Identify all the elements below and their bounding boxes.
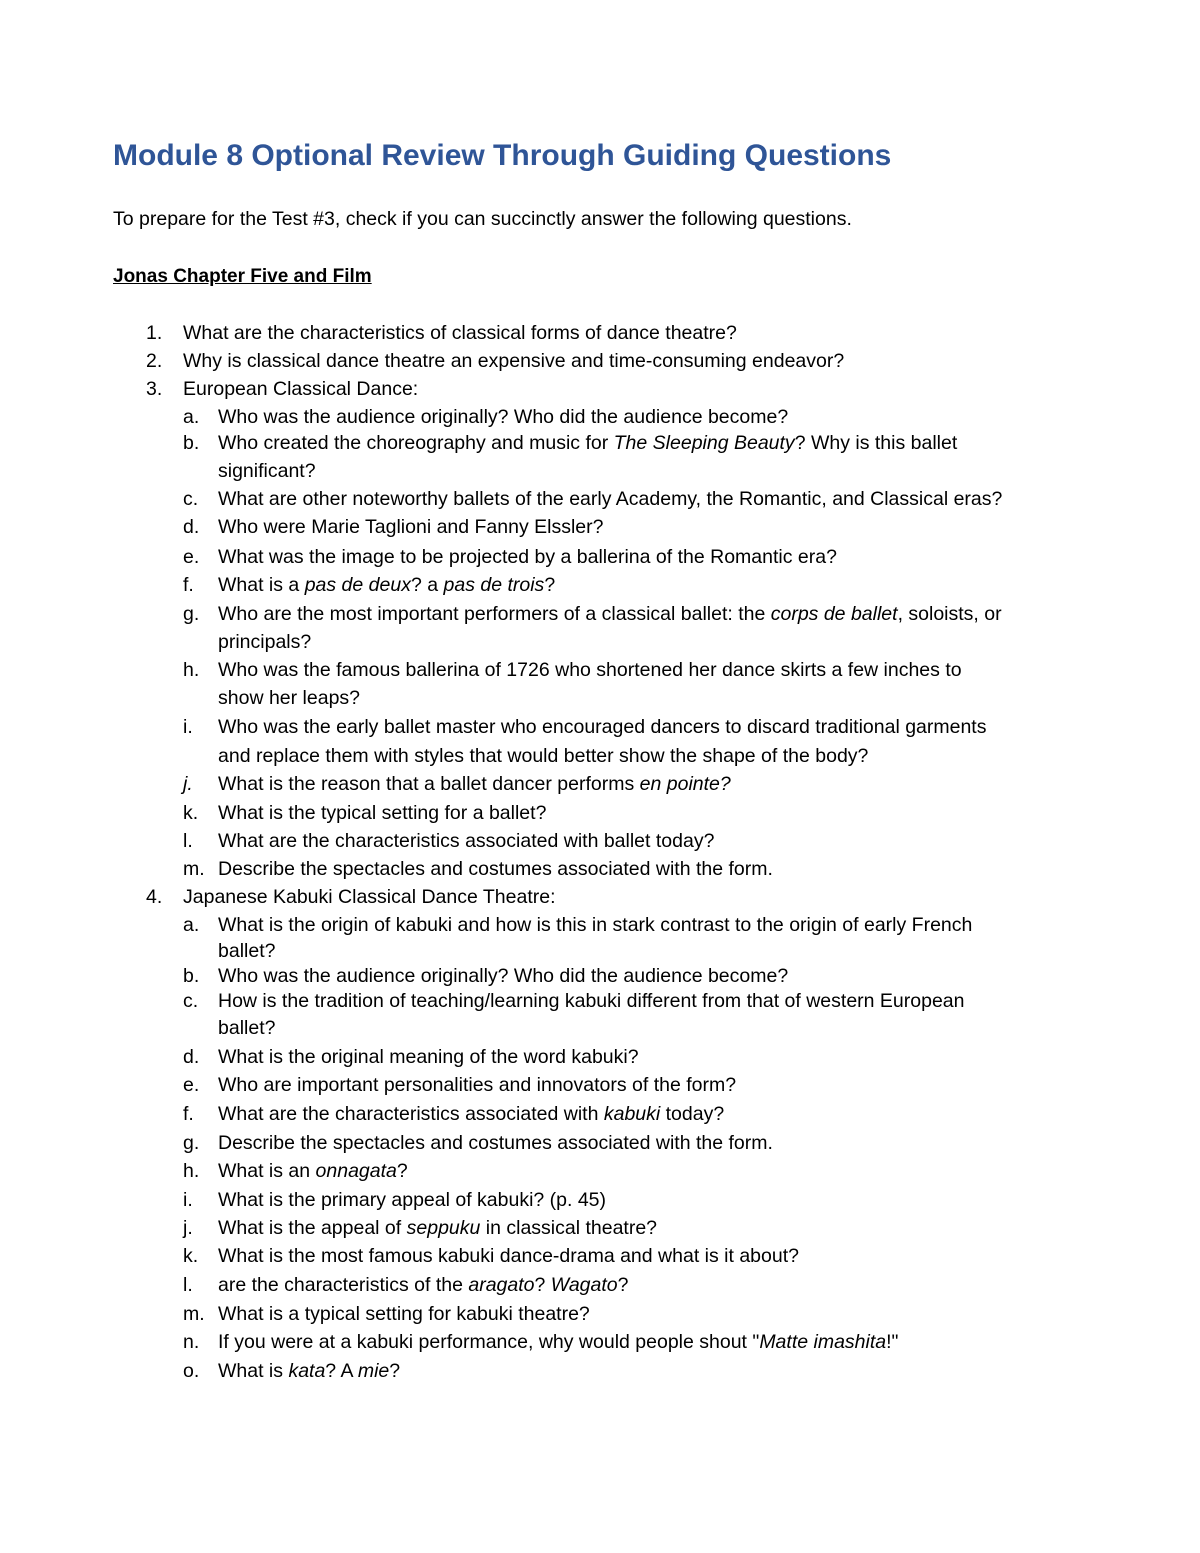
list-marker: g. [183, 603, 200, 625]
list-marker: e. [183, 546, 200, 568]
question-text: What is an onnagata? [218, 1160, 408, 1182]
question-text: European Classical Dance: [183, 378, 419, 400]
list-marker: 2. [146, 350, 163, 372]
list-marker: o. [183, 1360, 200, 1382]
question-text: What is a pas de deux? a pas de trois? [218, 574, 556, 596]
question-text: What is the most famous kabuki dance-drama and what is it about? [218, 1245, 799, 1267]
list-marker: i. [183, 1189, 193, 1211]
question-text: significant? [218, 460, 316, 482]
question-text: Who are the most important performers of a classical ballet: the corps de ballet, soloists, or [218, 603, 1002, 625]
list-marker: k. [183, 1245, 199, 1267]
list-marker: h. [183, 1160, 200, 1182]
list-marker: c. [183, 488, 199, 510]
question-text: What are the characteristics of classical forms of dance theatre? [183, 322, 737, 344]
question-text: What is the origin of kabuki and how is this in stark contrast to the origin of early French [218, 914, 973, 936]
list-marker: j. [183, 1217, 193, 1239]
question-text: show her leaps? [218, 687, 361, 709]
list-marker: h. [183, 659, 200, 681]
question-text: What was the image to be projected by a ballerina of the Romantic era? [218, 546, 837, 568]
page-title: Module 8 Optional Review Through Guiding Questions [113, 139, 892, 172]
list-marker: n. [183, 1331, 200, 1353]
question-text: What is a typical setting for kabuki theatre? [218, 1303, 590, 1325]
list-marker: l. [183, 830, 193, 852]
question-text: Why is classical dance theatre an expensive and time-consuming endeavor? [183, 350, 845, 372]
list-marker: b. [183, 965, 200, 987]
question-text: Who are important personalities and innovators of the form? [218, 1074, 737, 1096]
list-marker: 4. [146, 886, 163, 908]
question-text: If you were at a kabuki performance, why would people shout "Matte imashita!" [218, 1331, 899, 1353]
question-text: Who was the audience originally? Who did the audience become? [218, 406, 789, 428]
list-marker: i. [183, 716, 193, 738]
list-marker: a. [183, 406, 200, 428]
question-text: Who created the choreography and music for The Sleeping Beauty? Why is this ballet [218, 432, 958, 454]
question-text: principals? [218, 631, 312, 653]
list-marker: l. [183, 1274, 193, 1296]
question-text: Who was the famous ballerina of 1726 who shortened her dance skirts a few inches to [218, 659, 962, 681]
list-marker: j. [183, 773, 193, 795]
list-marker: d. [183, 516, 200, 538]
list-marker: e. [183, 1074, 200, 1096]
question-text: What are the characteristics associated with kabuki today? [218, 1103, 725, 1125]
list-marker: 3. [146, 378, 163, 400]
question-text: Who was the audience originally? Who did the audience become? [218, 965, 789, 987]
question-text: are the characteristics of the aragato? Wagato? [218, 1274, 629, 1296]
list-marker: 1. [146, 322, 163, 344]
question-text: What are other noteworthy ballets of the early Academy, the Romantic, and Classical eras? [218, 488, 1003, 510]
question-text: Who was the early ballet master who encouraged dancers to discard traditional garments [218, 716, 987, 738]
list-marker: m. [183, 1303, 205, 1325]
list-marker: a. [183, 914, 200, 936]
question-text: What is the primary appeal of kabuki? (p. 45) [218, 1189, 607, 1211]
question-text: ballet? [218, 940, 276, 962]
question-text: What is the appeal of seppuku in classical theatre? [218, 1217, 658, 1239]
list-marker: f. [183, 574, 194, 596]
list-marker: c. [183, 990, 199, 1012]
question-text: ballet? [218, 1017, 276, 1039]
section-heading: Jonas Chapter Five and Film [113, 266, 372, 287]
list-marker: f. [183, 1103, 194, 1125]
question-text: What is the reason that a ballet dancer performs en pointe? [218, 773, 731, 795]
intro-text: To prepare for the Test #3, check if you can succinctly answer the following questions. [113, 208, 852, 230]
question-text: Japanese Kabuki Classical Dance Theatre: [183, 886, 556, 908]
list-marker: g. [183, 1132, 200, 1154]
list-marker: b. [183, 432, 200, 454]
question-text: What is kata? A mie? [218, 1360, 401, 1382]
question-text: How is the tradition of teaching/learning kabuki different from that of western European [218, 990, 965, 1012]
question-text: Describe the spectacles and costumes associated with the form. [218, 858, 773, 880]
list-marker: k. [183, 802, 199, 824]
list-marker: d. [183, 1046, 200, 1068]
question-text: What is the original meaning of the word kabuki? [218, 1046, 639, 1068]
question-text: Describe the spectacles and costumes associated with the form. [218, 1132, 773, 1154]
list-marker: m. [183, 858, 205, 880]
question-text: and replace them with styles that would better show the shape of the body? [218, 745, 869, 767]
question-text: What is the typical setting for a ballet? [218, 802, 547, 824]
question-text: What are the characteristics associated with ballet today? [218, 830, 715, 852]
question-text: Who were Marie Taglioni and Fanny Elssler? [218, 516, 604, 538]
